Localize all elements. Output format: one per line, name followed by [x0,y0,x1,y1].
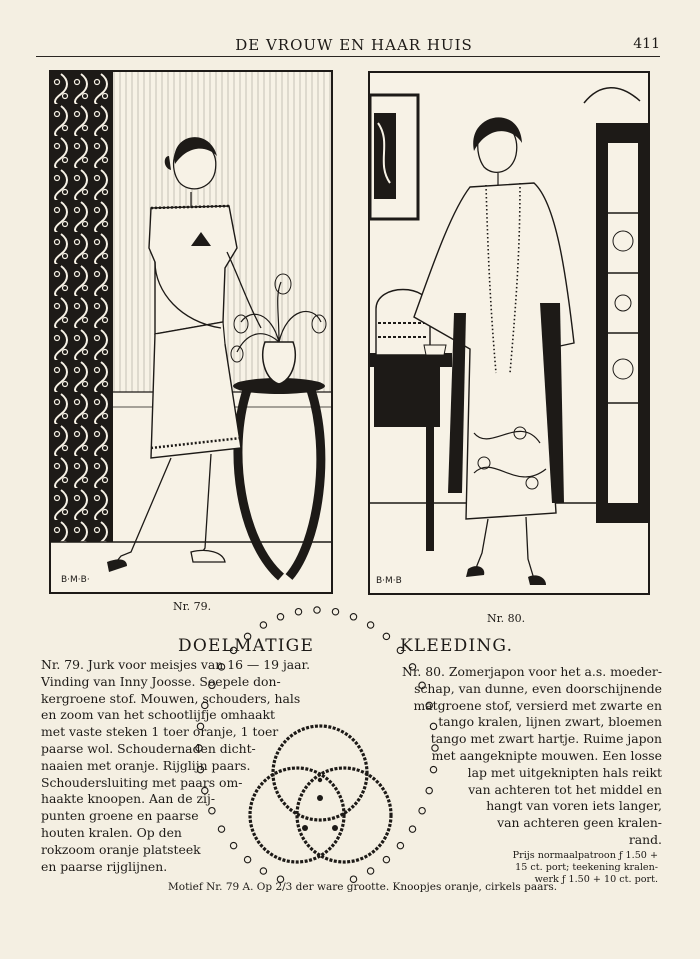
text-line: matgroene stof, versierd met zwarte en [413,697,662,713]
text-line: van achteren tot het middel en [468,781,662,797]
running-title: DE VROUW EN HAAR HUIS [235,36,473,54]
text-line: met aangeknipte mouwen. Een losse [431,747,662,763]
text-column-nr80 [402,664,662,849]
text-line: Vinding van Inny Joosse. Soepele don- [41,673,281,689]
article-heading-left: DOELMATIGE [178,636,315,656]
text-column-nr79 [41,657,311,875]
bead [350,614,356,620]
illustration-nr80-drawing [370,73,648,593]
text-line: lap met uitgeknipten hals reikt [467,764,662,780]
bead [260,622,266,628]
bead [367,868,373,874]
illustration-nr79 [49,70,333,594]
price-line: 15 ct. port; teekening kralen- [515,862,658,873]
artist-monogram: B·M·B [376,576,402,586]
bead [295,609,301,615]
text-line: met vaste steken 1 toer oranje, 1 toer [41,724,279,740]
text-line: Schoudersluiting met paars om- [41,774,243,790]
bead [383,633,389,639]
bead [314,607,320,613]
text-line: tango kralen, lijnen zwart, bloemen [438,714,662,730]
text-line: en zoom van het schootlijfje omhaakt [41,707,276,723]
motif-caption: Motief Nr. 79 A. Op 2/3 der ware grootte. Knoopjes oranje, cirkels paars. [168,881,558,893]
text-line: paarse wol. Schoudernaden dicht- [41,740,256,756]
text-line: kergroene stof. Mouwen, schouders, hals [41,690,301,706]
caption-nr80: Nr. 80. [487,612,526,625]
page-header [48,36,660,56]
text-line: Nr. 80. Zomerjapon voor het a.s. moeder- [402,664,663,679]
text-line: Nr. 79. Jurk voor meisjes van 16 — 19 jaar. [41,657,311,672]
page-number: 411 [633,36,660,52]
text-line: van achteren geen kralen- [497,815,662,831]
price-line: Prijs normaalpatroon ƒ 1.50 + [512,850,658,861]
text-line: punten groene en paarse [41,808,199,824]
bead [277,614,283,620]
caption-nr79: Nr. 79. [173,600,212,613]
illustration-nr80 [368,71,650,595]
text-line: tango met zwart hartje. Ruime japon [430,731,662,747]
text-line: hangt van voren iets langer, [486,798,662,814]
bead [367,622,373,628]
illustration-nr79-drawing [51,72,331,592]
text-line: naaien met oranje. Rijglijn paars. [41,757,251,773]
text-line: schap, van dunne, even doorschijnende [414,680,662,696]
article-heading-right: KLEEDING. [400,636,514,656]
text-line: houten kralen. Op den [41,824,182,840]
text-line: rokzoom oranje platsteek [41,841,201,857]
price-line: werk ƒ 1.50 + 10 ct. port. [534,874,658,885]
text-line: rand. [628,831,662,847]
text-line: en paarse rijglijnen. [41,858,168,874]
bead [383,856,389,862]
bead [332,609,338,615]
artist-monogram: B·M·B· [61,575,90,585]
header-rule [36,56,660,57]
text-line: haakte knoopen. Aan de zij- [41,791,216,807]
